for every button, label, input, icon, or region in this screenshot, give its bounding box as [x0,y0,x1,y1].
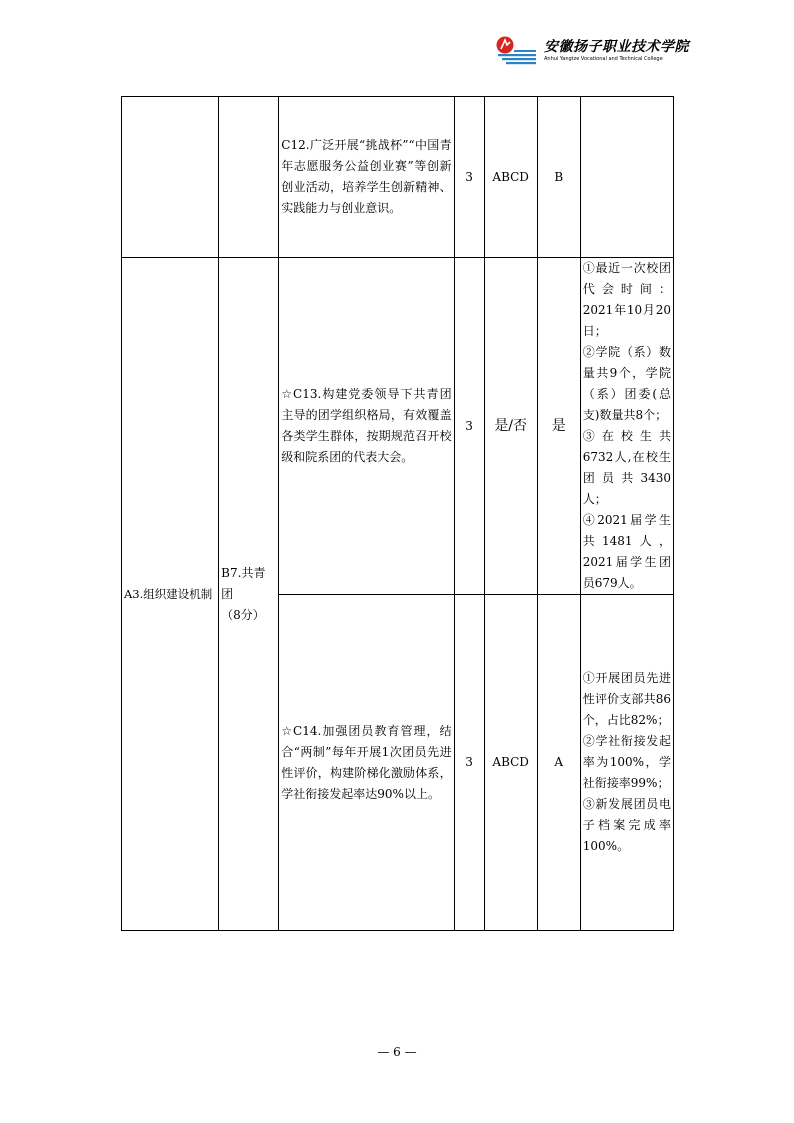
criterion-text: ☆C13.构建党委领导下共青团主导的团学组织格局，有效覆盖各类学生群体，按期规范召开校级和院系团的代表大会。 [279,258,454,595]
page-header [494,34,689,70]
evidence-cell [580,258,673,595]
criterion-text: ☆C14.加强团员教育管理，结合“两制”每年开展1次团员先进性评价，构建阶梯化激励体系，学社衔接发起率达90%以上。 [279,595,454,931]
category-b-points: （8分） [221,607,265,622]
evidence-line: ③新发展团员电子档案完成率100%。 [582,797,671,853]
category-b-label: B7.共青团 [221,565,266,601]
rating-cell: A [537,595,580,931]
options-cell: 是/否 [484,258,537,595]
options-cell: ABCD [484,595,537,931]
a-cell-empty [122,97,219,258]
score-cell: 3 [454,595,484,931]
score-cell: 3 [454,258,484,595]
evidence-cell [580,595,673,931]
table-row [122,97,674,258]
category-a-cell: A3.组织建设机制 [122,258,219,931]
rating-cell: B [537,97,580,258]
evidence-cell [580,97,673,258]
page-number: — 6 — [377,1045,417,1059]
college-name-cn: 安徽扬子职业技术学院 [544,39,689,55]
criterion-text: C12.广泛开展“挑战杯”“中国青年志愿服务公益创业赛”等创新创业活动，培养学生创新精神、实践能力与创业意识。 [279,97,454,258]
college-name-en: Anhui Yangtze Vocational and Technical College [544,56,663,62]
evidence-line: ①最近一次校团代会时间：2021年10月20日； [582,261,671,338]
evaluation-table [121,96,674,931]
evidence-line: ③在校生共6732人,在校生团员共3430人； [582,429,671,506]
b-cell-empty [219,97,279,258]
category-b-cell [219,258,279,931]
evidence-line: ④2021届学生共1481人，2021届学生团员679人。 [582,513,671,590]
rating-cell: 是 [537,258,580,595]
score-cell: 3 [454,97,484,258]
evidence-line: ①开展团员先进性评价支部共86个，占比82%； [582,671,671,727]
table-row [122,258,674,595]
evidence-line: ②学院（系）数量共9个，学院（系）团委(总支)数量共8个； [582,345,671,422]
options-cell: ABCD [484,97,537,258]
college-logo-icon [494,34,540,68]
evidence-line: ②学社衔接发起率为100%，学社衔接率99%； [582,734,671,790]
